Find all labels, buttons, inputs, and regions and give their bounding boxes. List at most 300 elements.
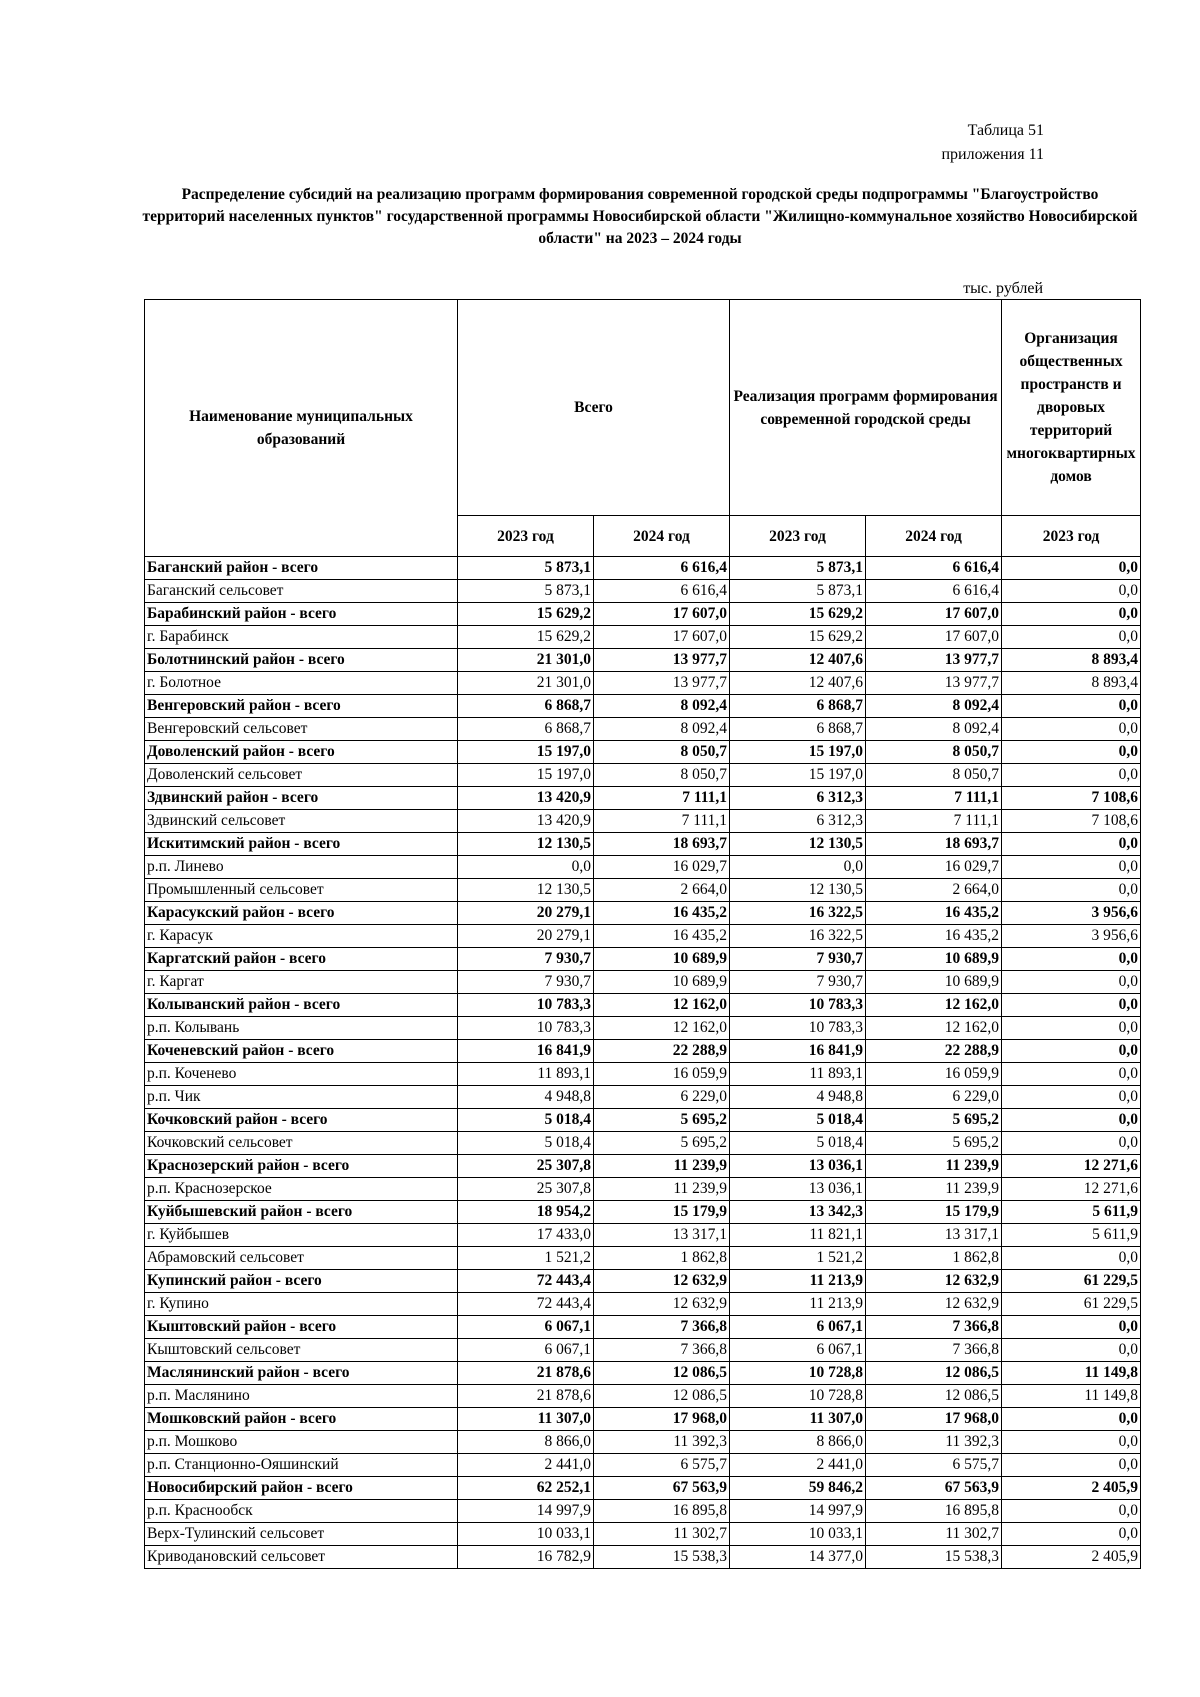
value-total-2024: 5 695,2 bbox=[594, 1109, 730, 1132]
value-total-2023: 16 841,9 bbox=[458, 1040, 594, 1063]
value-public-2023: 0,0 bbox=[1002, 603, 1141, 626]
value-program-2024: 6 616,4 bbox=[866, 557, 1002, 580]
header-total-2023: 2023 год bbox=[458, 516, 594, 557]
header-public-spaces: Организация общественных пространств и дворовых территорий многоквартирных домов bbox=[1002, 300, 1141, 516]
value-public-2023: 0,0 bbox=[1002, 833, 1141, 856]
value-program-2023: 13 036,1 bbox=[730, 1178, 866, 1201]
value-public-2023: 0,0 bbox=[1002, 741, 1141, 764]
value-total-2023: 10 783,3 bbox=[458, 994, 594, 1017]
value-total-2023: 21 301,0 bbox=[458, 649, 594, 672]
value-program-2024: 7 366,8 bbox=[866, 1316, 1002, 1339]
municipality-name: Абрамовский сельсовет bbox=[145, 1247, 458, 1270]
value-program-2024: 12 086,5 bbox=[866, 1362, 1002, 1385]
value-total-2024: 7 111,1 bbox=[594, 787, 730, 810]
value-program-2024: 12 632,9 bbox=[866, 1293, 1002, 1316]
table-row bbox=[145, 1385, 1141, 1408]
municipality-name: Здвинский сельсовет bbox=[145, 810, 458, 833]
value-total-2023: 1 521,2 bbox=[458, 1247, 594, 1270]
value-program-2024: 13 977,7 bbox=[866, 649, 1002, 672]
value-public-2023: 3 956,6 bbox=[1002, 902, 1141, 925]
value-program-2024: 6 616,4 bbox=[866, 580, 1002, 603]
value-total-2023: 20 279,1 bbox=[458, 925, 594, 948]
value-public-2023: 11 149,8 bbox=[1002, 1385, 1141, 1408]
value-total-2024: 10 689,9 bbox=[594, 948, 730, 971]
value-public-2023: 3 956,6 bbox=[1002, 925, 1141, 948]
value-total-2024: 67 563,9 bbox=[594, 1477, 730, 1500]
value-public-2023: 0,0 bbox=[1002, 1339, 1141, 1362]
value-program-2024: 5 695,2 bbox=[866, 1109, 1002, 1132]
value-total-2023: 18 954,2 bbox=[458, 1201, 594, 1224]
municipality-name: Карасукский район - всего bbox=[145, 902, 458, 925]
value-total-2023: 6 067,1 bbox=[458, 1339, 594, 1362]
value-program-2023: 8 866,0 bbox=[730, 1431, 866, 1454]
value-program-2023: 10 783,3 bbox=[730, 994, 866, 1017]
value-total-2023: 10 033,1 bbox=[458, 1523, 594, 1546]
value-total-2024: 15 538,3 bbox=[594, 1546, 730, 1569]
value-program-2024: 7 111,1 bbox=[866, 810, 1002, 833]
value-program-2024: 2 664,0 bbox=[866, 879, 1002, 902]
table-row-district-total bbox=[145, 1477, 1141, 1500]
value-public-2023: 61 229,5 bbox=[1002, 1293, 1141, 1316]
value-program-2024: 6 229,0 bbox=[866, 1086, 1002, 1109]
header-program: Реализация программ формирования современной городской среды bbox=[730, 300, 1002, 516]
table-row-district-total bbox=[145, 948, 1141, 971]
table-row bbox=[145, 925, 1141, 948]
table-row-district-total bbox=[145, 833, 1141, 856]
table-row bbox=[145, 580, 1141, 603]
table-row bbox=[145, 1339, 1141, 1362]
municipality-name: г. Барабинск bbox=[145, 626, 458, 649]
municipality-name: р.п. Маслянино bbox=[145, 1385, 458, 1408]
value-total-2023: 5 018,4 bbox=[458, 1109, 594, 1132]
municipality-name: Краснозерский район - всего bbox=[145, 1155, 458, 1178]
value-total-2023: 21 301,0 bbox=[458, 672, 594, 695]
table-row bbox=[145, 1132, 1141, 1155]
municipality-name: р.п. Мошково bbox=[145, 1431, 458, 1454]
value-total-2024: 13 977,7 bbox=[594, 649, 730, 672]
municipality-name: Баганский район - всего bbox=[145, 557, 458, 580]
value-total-2023: 11 893,1 bbox=[458, 1063, 594, 1086]
value-total-2024: 6 575,7 bbox=[594, 1454, 730, 1477]
value-total-2024: 12 632,9 bbox=[594, 1293, 730, 1316]
municipality-name: р.п. Коченево bbox=[145, 1063, 458, 1086]
table-row bbox=[145, 971, 1141, 994]
value-public-2023: 0,0 bbox=[1002, 764, 1141, 787]
value-total-2024: 11 239,9 bbox=[594, 1155, 730, 1178]
value-total-2024: 17 968,0 bbox=[594, 1408, 730, 1431]
value-program-2023: 6 312,3 bbox=[730, 810, 866, 833]
value-total-2024: 16 435,2 bbox=[594, 925, 730, 948]
value-total-2023: 25 307,8 bbox=[458, 1178, 594, 1201]
value-program-2023: 16 841,9 bbox=[730, 1040, 866, 1063]
value-public-2023: 0,0 bbox=[1002, 580, 1141, 603]
value-total-2023: 20 279,1 bbox=[458, 902, 594, 925]
value-total-2023: 13 420,9 bbox=[458, 787, 594, 810]
municipality-name: Барабинский район - всего bbox=[145, 603, 458, 626]
municipality-name: Венгеровский район - всего bbox=[145, 695, 458, 718]
value-total-2023: 8 866,0 bbox=[458, 1431, 594, 1454]
municipality-name: г. Болотное bbox=[145, 672, 458, 695]
value-public-2023: 0,0 bbox=[1002, 879, 1141, 902]
value-program-2023: 10 728,8 bbox=[730, 1385, 866, 1408]
value-public-2023: 0,0 bbox=[1002, 557, 1141, 580]
value-total-2023: 7 930,7 bbox=[458, 971, 594, 994]
value-total-2024: 15 179,9 bbox=[594, 1201, 730, 1224]
value-program-2024: 10 689,9 bbox=[866, 948, 1002, 971]
value-program-2023: 15 629,2 bbox=[730, 626, 866, 649]
table-row-district-total bbox=[145, 787, 1141, 810]
municipality-name: г. Карасук bbox=[145, 925, 458, 948]
value-program-2023: 14 377,0 bbox=[730, 1546, 866, 1569]
value-public-2023: 5 611,9 bbox=[1002, 1201, 1141, 1224]
value-program-2024: 16 059,9 bbox=[866, 1063, 1002, 1086]
value-public-2023: 8 893,4 bbox=[1002, 649, 1141, 672]
value-total-2024: 22 288,9 bbox=[594, 1040, 730, 1063]
value-public-2023: 0,0 bbox=[1002, 626, 1141, 649]
value-total-2023: 13 420,9 bbox=[458, 810, 594, 833]
value-program-2024: 17 968,0 bbox=[866, 1408, 1002, 1431]
value-total-2023: 21 878,6 bbox=[458, 1385, 594, 1408]
value-public-2023: 11 149,8 bbox=[1002, 1362, 1141, 1385]
municipality-name: Маслянинский район - всего bbox=[145, 1362, 458, 1385]
units-label: тыс. рублей bbox=[963, 280, 1043, 297]
value-public-2023: 0,0 bbox=[1002, 1040, 1141, 1063]
subsidy-table bbox=[144, 299, 1141, 1569]
value-total-2024: 12 086,5 bbox=[594, 1362, 730, 1385]
value-program-2023: 11 893,1 bbox=[730, 1063, 866, 1086]
value-public-2023: 0,0 bbox=[1002, 1109, 1141, 1132]
value-public-2023: 0,0 bbox=[1002, 948, 1141, 971]
table-row bbox=[145, 1178, 1141, 1201]
value-program-2023: 10 783,3 bbox=[730, 1017, 866, 1040]
table-body bbox=[145, 557, 1141, 1569]
value-public-2023: 0,0 bbox=[1002, 1017, 1141, 1040]
value-program-2023: 15 197,0 bbox=[730, 764, 866, 787]
value-program-2024: 67 563,9 bbox=[866, 1477, 1002, 1500]
value-program-2024: 12 162,0 bbox=[866, 994, 1002, 1017]
table-row bbox=[145, 1546, 1141, 1569]
header-total-2024: 2024 год bbox=[594, 516, 730, 557]
table-row-district-total bbox=[145, 1362, 1141, 1385]
table-row-district-total bbox=[145, 557, 1141, 580]
value-program-2023: 5 873,1 bbox=[730, 557, 866, 580]
value-public-2023: 8 893,4 bbox=[1002, 672, 1141, 695]
value-public-2023: 61 229,5 bbox=[1002, 1270, 1141, 1293]
value-program-2024: 17 607,0 bbox=[866, 603, 1002, 626]
value-program-2024: 16 435,2 bbox=[866, 902, 1002, 925]
value-program-2023: 12 130,5 bbox=[730, 879, 866, 902]
value-public-2023: 0,0 bbox=[1002, 1132, 1141, 1155]
value-program-2023: 11 213,9 bbox=[730, 1270, 866, 1293]
municipality-name: Верх-Тулинский сельсовет bbox=[145, 1523, 458, 1546]
value-total-2023: 5 018,4 bbox=[458, 1132, 594, 1155]
value-total-2023: 15 197,0 bbox=[458, 741, 594, 764]
value-program-2024: 1 862,8 bbox=[866, 1247, 1002, 1270]
value-program-2024: 22 288,9 bbox=[866, 1040, 1002, 1063]
value-program-2024: 11 392,3 bbox=[866, 1431, 1002, 1454]
municipality-name: Мошковский район - всего bbox=[145, 1408, 458, 1431]
value-total-2024: 13 977,7 bbox=[594, 672, 730, 695]
value-program-2023: 15 197,0 bbox=[730, 741, 866, 764]
value-program-2023: 7 930,7 bbox=[730, 971, 866, 994]
value-program-2024: 7 366,8 bbox=[866, 1339, 1002, 1362]
value-program-2023: 12 407,6 bbox=[730, 649, 866, 672]
value-public-2023: 7 108,6 bbox=[1002, 787, 1141, 810]
header-municipality: Наименование муниципальных образований bbox=[145, 300, 458, 557]
value-program-2024: 8 050,7 bbox=[866, 741, 1002, 764]
table-row-district-total bbox=[145, 603, 1141, 626]
value-public-2023: 0,0 bbox=[1002, 718, 1141, 741]
value-total-2023: 21 878,6 bbox=[458, 1362, 594, 1385]
value-total-2023: 6 868,7 bbox=[458, 718, 594, 741]
table-row bbox=[145, 1293, 1141, 1316]
value-program-2024: 10 689,9 bbox=[866, 971, 1002, 994]
value-program-2024: 11 239,9 bbox=[866, 1178, 1002, 1201]
table-row-district-total bbox=[145, 1408, 1141, 1431]
value-total-2024: 12 162,0 bbox=[594, 994, 730, 1017]
value-total-2023: 14 997,9 bbox=[458, 1500, 594, 1523]
value-program-2024: 12 086,5 bbox=[866, 1385, 1002, 1408]
table-row-district-total bbox=[145, 1201, 1141, 1224]
table-row bbox=[145, 672, 1141, 695]
value-total-2024: 8 050,7 bbox=[594, 764, 730, 787]
value-program-2023: 15 629,2 bbox=[730, 603, 866, 626]
header-public-2023: 2023 год bbox=[1002, 516, 1141, 557]
table-row bbox=[145, 1247, 1141, 1270]
value-total-2024: 7 366,8 bbox=[594, 1339, 730, 1362]
municipality-name: р.п. Краснозерское bbox=[145, 1178, 458, 1201]
table-row-district-total bbox=[145, 902, 1141, 925]
value-public-2023: 0,0 bbox=[1002, 1431, 1141, 1454]
value-total-2024: 16 059,9 bbox=[594, 1063, 730, 1086]
municipality-name: Колыванский район - всего bbox=[145, 994, 458, 1017]
value-public-2023: 0,0 bbox=[1002, 1523, 1141, 1546]
value-total-2023: 12 130,5 bbox=[458, 879, 594, 902]
value-program-2023: 12 130,5 bbox=[730, 833, 866, 856]
value-program-2023: 2 441,0 bbox=[730, 1454, 866, 1477]
value-program-2023: 16 322,5 bbox=[730, 902, 866, 925]
municipality-name: р.п. Линево bbox=[145, 856, 458, 879]
table-row bbox=[145, 764, 1141, 787]
value-program-2024: 17 607,0 bbox=[866, 626, 1002, 649]
value-total-2023: 17 433,0 bbox=[458, 1224, 594, 1247]
value-total-2024: 11 302,7 bbox=[594, 1523, 730, 1546]
table-row-district-total bbox=[145, 1040, 1141, 1063]
table-row bbox=[145, 718, 1141, 741]
value-program-2024: 16 895,8 bbox=[866, 1500, 1002, 1523]
table-row bbox=[145, 626, 1141, 649]
municipality-name: р.п. Станционно-Ояшинский bbox=[145, 1454, 458, 1477]
value-total-2023: 15 197,0 bbox=[458, 764, 594, 787]
value-total-2023: 15 629,2 bbox=[458, 603, 594, 626]
value-program-2023: 10 033,1 bbox=[730, 1523, 866, 1546]
document-title: Распределение субсидий на реализацию программ формирования современной городской среды подпрограммы "Благоустройство территорий населенных пунктов" государственной программы Новосибирской области "Жилищно-коммунальное хозяйство Новосибирской области" на 2023 – 2024 годы bbox=[142, 186, 1138, 247]
value-public-2023: 7 108,6 bbox=[1002, 810, 1141, 833]
value-program-2024: 8 092,4 bbox=[866, 695, 1002, 718]
value-program-2023: 6 868,7 bbox=[730, 718, 866, 741]
municipality-name: р.п. Чик bbox=[145, 1086, 458, 1109]
value-total-2024: 1 862,8 bbox=[594, 1247, 730, 1270]
municipality-name: Болотнинский район - всего bbox=[145, 649, 458, 672]
value-program-2023: 5 873,1 bbox=[730, 580, 866, 603]
value-program-2024: 8 050,7 bbox=[866, 764, 1002, 787]
table-number: Таблица 51 bbox=[967, 122, 1044, 139]
value-public-2023: 0,0 bbox=[1002, 1454, 1141, 1477]
value-public-2023: 2 405,9 bbox=[1002, 1477, 1141, 1500]
value-public-2023: 0,0 bbox=[1002, 1247, 1141, 1270]
value-total-2023: 25 307,8 bbox=[458, 1155, 594, 1178]
value-program-2023: 4 948,8 bbox=[730, 1086, 866, 1109]
value-program-2023: 6 067,1 bbox=[730, 1316, 866, 1339]
value-total-2024: 11 239,9 bbox=[594, 1178, 730, 1201]
value-total-2024: 12 632,9 bbox=[594, 1270, 730, 1293]
value-total-2024: 7 111,1 bbox=[594, 810, 730, 833]
value-total-2023: 2 441,0 bbox=[458, 1454, 594, 1477]
table-row-district-total bbox=[145, 695, 1141, 718]
value-program-2023: 10 728,8 bbox=[730, 1362, 866, 1385]
table-row-district-total bbox=[145, 1270, 1141, 1293]
value-program-2024: 13 317,1 bbox=[866, 1224, 1002, 1247]
municipality-name: Кочковский сельсовет bbox=[145, 1132, 458, 1155]
municipality-name: Здвинский район - всего bbox=[145, 787, 458, 810]
municipality-name: Купинский район - всего bbox=[145, 1270, 458, 1293]
table-row-district-total bbox=[145, 1155, 1141, 1178]
value-program-2024: 13 977,7 bbox=[866, 672, 1002, 695]
value-total-2023: 12 130,5 bbox=[458, 833, 594, 856]
municipality-name: р.п. Колывань bbox=[145, 1017, 458, 1040]
value-total-2024: 6 229,0 bbox=[594, 1086, 730, 1109]
municipality-name: Новосибирский район - всего bbox=[145, 1477, 458, 1500]
value-total-2024: 8 050,7 bbox=[594, 741, 730, 764]
value-total-2024: 12 086,5 bbox=[594, 1385, 730, 1408]
table-row-district-total bbox=[145, 741, 1141, 764]
value-total-2024: 2 664,0 bbox=[594, 879, 730, 902]
value-program-2023: 5 018,4 bbox=[730, 1132, 866, 1155]
value-total-2024: 6 616,4 bbox=[594, 557, 730, 580]
table-row-district-total bbox=[145, 994, 1141, 1017]
table-row bbox=[145, 856, 1141, 879]
value-program-2023: 11 821,1 bbox=[730, 1224, 866, 1247]
value-program-2024: 18 693,7 bbox=[866, 833, 1002, 856]
table-row-district-total bbox=[145, 1316, 1141, 1339]
value-total-2024: 10 689,9 bbox=[594, 971, 730, 994]
value-public-2023: 0,0 bbox=[1002, 1063, 1141, 1086]
value-program-2024: 12 632,9 bbox=[866, 1270, 1002, 1293]
value-total-2024: 5 695,2 bbox=[594, 1132, 730, 1155]
table-row-district-total bbox=[145, 1109, 1141, 1132]
value-public-2023: 2 405,9 bbox=[1002, 1546, 1141, 1569]
table-row bbox=[145, 879, 1141, 902]
municipality-name: Кочковский район - всего bbox=[145, 1109, 458, 1132]
value-program-2024: 12 162,0 bbox=[866, 1017, 1002, 1040]
municipality-name: Коченевский район - всего bbox=[145, 1040, 458, 1063]
table-row bbox=[145, 1431, 1141, 1454]
value-total-2023: 16 782,9 bbox=[458, 1546, 594, 1569]
municipality-name: Криводановский сельсовет bbox=[145, 1546, 458, 1569]
value-total-2024: 13 317,1 bbox=[594, 1224, 730, 1247]
value-total-2024: 8 092,4 bbox=[594, 718, 730, 741]
value-program-2023: 0,0 bbox=[730, 856, 866, 879]
value-total-2023: 5 873,1 bbox=[458, 580, 594, 603]
value-total-2024: 8 092,4 bbox=[594, 695, 730, 718]
value-program-2024: 11 239,9 bbox=[866, 1155, 1002, 1178]
value-total-2024: 7 366,8 bbox=[594, 1316, 730, 1339]
value-total-2023: 6 868,7 bbox=[458, 695, 594, 718]
value-total-2023: 11 307,0 bbox=[458, 1408, 594, 1431]
value-total-2024: 16 029,7 bbox=[594, 856, 730, 879]
table-row bbox=[145, 1523, 1141, 1546]
value-total-2023: 15 629,2 bbox=[458, 626, 594, 649]
table-row bbox=[145, 1500, 1141, 1523]
municipality-name: Куйбышевский район - всего bbox=[145, 1201, 458, 1224]
value-total-2024: 16 435,2 bbox=[594, 902, 730, 925]
header-program-2023: 2023 год bbox=[730, 516, 866, 557]
value-program-2023: 6 312,3 bbox=[730, 787, 866, 810]
value-program-2023: 6 067,1 bbox=[730, 1339, 866, 1362]
value-public-2023: 0,0 bbox=[1002, 1408, 1141, 1431]
value-total-2023: 10 783,3 bbox=[458, 1017, 594, 1040]
table-row-district-total bbox=[145, 649, 1141, 672]
value-program-2023: 12 407,6 bbox=[730, 672, 866, 695]
value-total-2023: 7 930,7 bbox=[458, 948, 594, 971]
value-program-2024: 7 111,1 bbox=[866, 787, 1002, 810]
municipality-name: Доволенский сельсовет bbox=[145, 764, 458, 787]
value-public-2023: 0,0 bbox=[1002, 1086, 1141, 1109]
municipality-name: Промышленный сельсовет bbox=[145, 879, 458, 902]
table-row bbox=[145, 1063, 1141, 1086]
value-program-2023: 5 018,4 bbox=[730, 1109, 866, 1132]
value-total-2024: 16 895,8 bbox=[594, 1500, 730, 1523]
value-total-2024: 12 162,0 bbox=[594, 1017, 730, 1040]
value-public-2023: 12 271,6 bbox=[1002, 1178, 1141, 1201]
municipality-name: Баганский сельсовет bbox=[145, 580, 458, 603]
value-public-2023: 5 611,9 bbox=[1002, 1224, 1141, 1247]
municipality-name: Кыштовский сельсовет bbox=[145, 1339, 458, 1362]
value-program-2023: 13 036,1 bbox=[730, 1155, 866, 1178]
value-program-2023: 1 521,2 bbox=[730, 1247, 866, 1270]
value-program-2023: 14 997,9 bbox=[730, 1500, 866, 1523]
value-public-2023: 0,0 bbox=[1002, 994, 1141, 1017]
value-program-2023: 11 307,0 bbox=[730, 1408, 866, 1431]
municipality-name: Каргатский район - всего bbox=[145, 948, 458, 971]
municipality-name: р.п. Краснообск bbox=[145, 1500, 458, 1523]
value-public-2023: 0,0 bbox=[1002, 971, 1141, 994]
value-program-2023: 7 930,7 bbox=[730, 948, 866, 971]
value-program-2024: 15 538,3 bbox=[866, 1546, 1002, 1569]
value-total-2024: 17 607,0 bbox=[594, 626, 730, 649]
value-program-2024: 8 092,4 bbox=[866, 718, 1002, 741]
table-row bbox=[145, 1454, 1141, 1477]
value-total-2023: 72 443,4 bbox=[458, 1293, 594, 1316]
municipality-name: г. Каргат bbox=[145, 971, 458, 994]
value-program-2024: 15 179,9 bbox=[866, 1201, 1002, 1224]
value-total-2024: 11 392,3 bbox=[594, 1431, 730, 1454]
value-total-2024: 17 607,0 bbox=[594, 603, 730, 626]
value-total-2023: 72 443,4 bbox=[458, 1270, 594, 1293]
value-program-2023: 59 846,2 bbox=[730, 1477, 866, 1500]
value-total-2023: 0,0 bbox=[458, 856, 594, 879]
municipality-name: г. Куйбышев bbox=[145, 1224, 458, 1247]
value-program-2024: 5 695,2 bbox=[866, 1132, 1002, 1155]
value-public-2023: 0,0 bbox=[1002, 1316, 1141, 1339]
table-row bbox=[145, 1086, 1141, 1109]
municipality-name: Искитимский район - всего bbox=[145, 833, 458, 856]
appendix-number: приложения 11 bbox=[941, 146, 1044, 163]
value-public-2023: 12 271,6 bbox=[1002, 1155, 1141, 1178]
value-program-2024: 16 435,2 bbox=[866, 925, 1002, 948]
value-total-2023: 4 948,8 bbox=[458, 1086, 594, 1109]
value-program-2024: 16 029,7 bbox=[866, 856, 1002, 879]
